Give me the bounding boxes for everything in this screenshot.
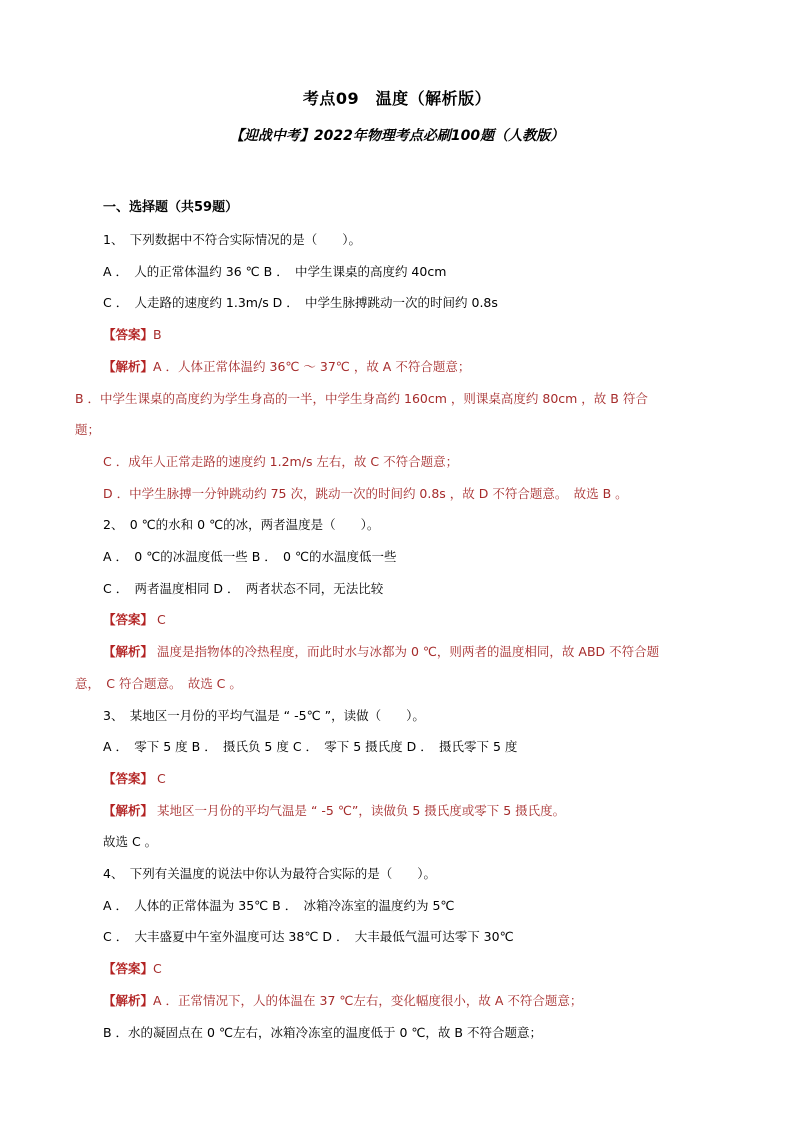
text-line (103, 1023, 542, 1041)
line-text: A ． 0 ℃的冰温度低一些 B ． 0 ℃的水温度低一些 (103, 549, 397, 564)
text-line (75, 420, 100, 438)
text-line (103, 484, 628, 502)
text-line (103, 230, 361, 248)
text-line (103, 801, 565, 819)
text-line (75, 389, 648, 407)
line-text: B ．水的凝固点在 0 ℃左右，冰箱冷冻室的温度低于 0 ℃，故 B 不符合题意； (103, 1024, 542, 1040)
line-text: A ．正常情况下，人的体温在 37 ℃左右，变化幅度很小，故 A 不符合题意； (153, 992, 583, 1008)
line-text: C ．成年人正常走路的速度约 1.2m/s 左右，故 C 不符合题意； (103, 453, 459, 469)
answer-label: 【答案】 (103, 612, 154, 628)
text-line (103, 896, 454, 914)
text-line (103, 864, 436, 882)
line-text: D ．中学生脉搏一分钟跳动约 75 次，跳动一次的时间约 0.8s ，故 D 不符合题意。 故选 B 。 (103, 485, 628, 501)
page-subtitle: 【迎战中考】2022年物理考点必刷100题（人教版） (229, 128, 565, 144)
line-text: 故选 C 。 (103, 834, 158, 850)
text-line (103, 769, 166, 787)
text-line (103, 579, 383, 597)
answer-label: 【答案】 (103, 961, 154, 977)
text-line (103, 959, 162, 977)
text-line (103, 706, 425, 724)
line-text: C (153, 612, 166, 628)
answer-label: 【答案】 (103, 327, 154, 343)
answer-label: 【答案】 (103, 770, 154, 786)
line-text: A ．人体正常体温约 36℃ ～ 37℃ ，故 A 不符合题意； (153, 358, 471, 374)
analysis-label: 【解析】 (103, 992, 154, 1008)
line-text: 某地区一月份的平均气温是 “ -5 ℃”，读做负 5 摄氏度或零下 5 摄氏度。 (153, 802, 566, 818)
line-text: C (153, 961, 162, 977)
section-heading: 一、选择题（共59题） (103, 200, 239, 215)
text-line (103, 927, 514, 945)
line-text: A ． 人的正常体温约 36 ℃ B ． 中学生课桌的高度约 40cm (103, 263, 447, 279)
line-text: 1、 下列数据中不符合实际情况的是（ ）。 (103, 232, 361, 247)
line-text: 3、 某地区一月份的平均气温是 “ -5℃ ”，读做（ ）。 (103, 707, 425, 723)
line-text: C (153, 770, 166, 786)
text-line (75, 674, 242, 692)
text-line (103, 515, 379, 533)
text-line (103, 357, 470, 375)
text-line (103, 547, 396, 565)
line-text: 题； (75, 422, 101, 438)
text-line (103, 642, 659, 660)
text-line (103, 262, 446, 280)
analysis-label: 【解析】 (103, 802, 154, 818)
text-line (103, 293, 498, 311)
line-text: 意， C 符合题意。 故选 C 。 (75, 675, 242, 691)
text-line (103, 991, 582, 1009)
line-text: A ． 人体的正常体温为 35℃ B ． 冰箱冷冻室的温度约为 5℃ (103, 897, 455, 913)
analysis-label: 【解析】 (103, 644, 154, 660)
text-line (103, 737, 517, 755)
line-text: B (153, 327, 162, 343)
line-text: 温度是指物体的冷热程度，而此时水与冰都为 0 ℃，则两者的温度相同，故 ABD 不符合题 (153, 644, 660, 660)
line-text: C ． 人走路的速度约 1.3m/s D ． 中学生脉搏跳动一次的时间约 0.8s (103, 295, 498, 311)
line-text: C ． 两者温度相同 D ． 两者状态不同，无法比较 (103, 580, 384, 596)
line-text: 4、 下列有关温度的说法中你认为最符合实际的是（ ）。 (103, 866, 436, 881)
analysis-label: 【解析】 (103, 358, 154, 374)
line-text: A ． 零下 5 度 B ． 摄氏负 5 度 C ． 零下 5 摄氏度 D ． 摄氏零下 5 度 (103, 739, 518, 755)
text-line (103, 325, 162, 343)
text-line (103, 452, 458, 470)
line-text: 2、 0 ℃的水和 0 ℃的冰，两者温度是（ ）。 (103, 517, 380, 533)
text-line (103, 610, 166, 628)
text-line (103, 832, 157, 850)
page-title: 考点09 温度（解析版） (302, 89, 492, 108)
line-text: C ． 大丰盛夏中午室外温度可达 38℃ D ． 大丰最低气温可达零下 30℃ (103, 929, 514, 945)
line-text: B ．中学生课桌的高度约为学生身高的一半，中学生身高约 160cm ，则课桌高度约 80cm ，故 B 符合 (75, 390, 648, 406)
